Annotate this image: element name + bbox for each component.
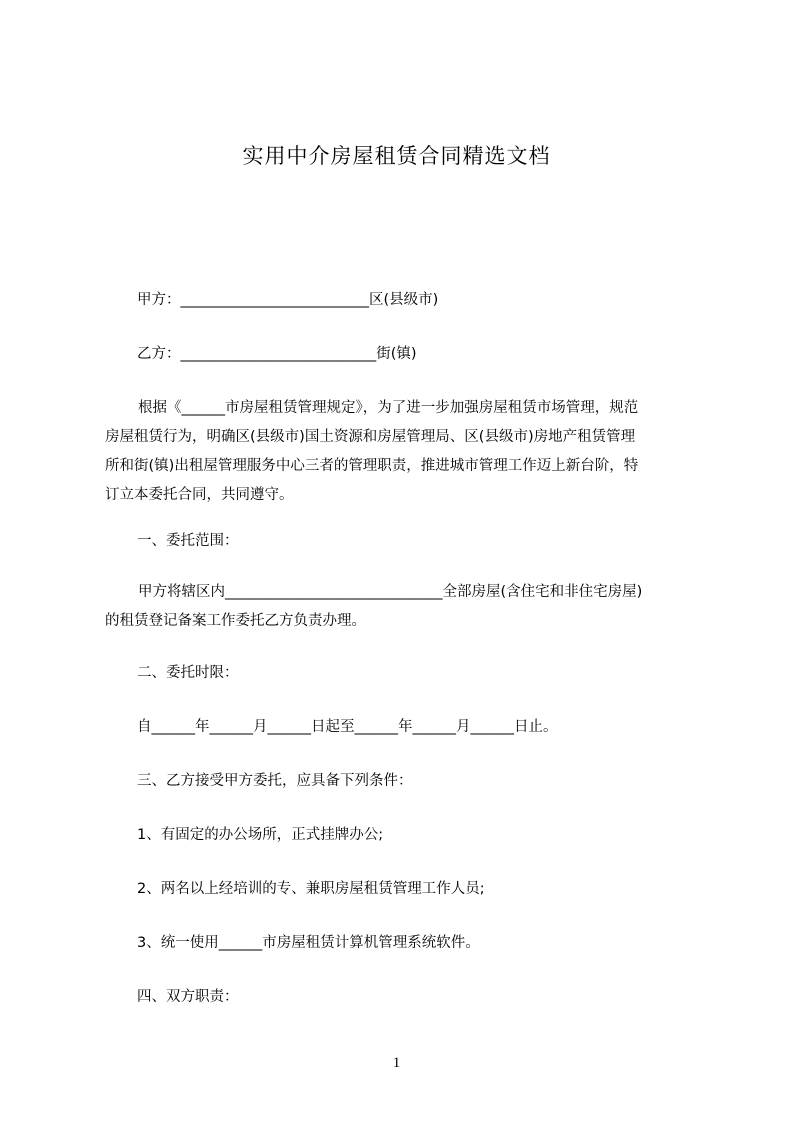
section-4-heading: 四、双方职责： [137, 989, 239, 1005]
section-3-heading: 三、乙方接受甲方委托，应具备下列条件： [137, 773, 413, 789]
section-1-line: 的租赁登记备案工作委托乙方负责办理。 [105, 613, 366, 629]
preamble-paragraph [105, 394, 699, 510]
section-2-body: 自______年______月______日起至______年______月______日止。 [137, 719, 558, 735]
section-1-heading: 一、委托范围： [137, 533, 239, 549]
condition-3: 3、统一使用______市房屋租赁计算机管理系统软件。 [137, 935, 480, 951]
section-1-paragraph [105, 578, 699, 636]
document-title: 实用中介房屋租赁合同精选文档 [242, 144, 551, 168]
preamble-line: 所和街(镇)出租屋管理服务中心三者的管理职责，推进城市管理工作迈上新台阶，特 [105, 458, 639, 474]
party-a-line: 甲方：__________________________区(县级市) [137, 292, 439, 308]
condition-1: 1、有固定的办公场所，正式挂牌办公; [137, 827, 384, 843]
section-2-heading: 二、委托时限： [137, 665, 239, 681]
page-number: 1 [392, 1055, 401, 1071]
section-1-line: 甲方将辖区内______________________________全部房屋(含住宅和非住宅房屋) [138, 584, 643, 600]
condition-2: 2、两名以上经培训的专、兼职房屋租赁管理工作人员; [137, 881, 485, 897]
party-b-line: 乙方：___________________________街(镇) [137, 346, 417, 362]
preamble-line: 房屋租赁行为，明确区(县级市)国土资源和房屋管理局、区(县级市)房地产租赁管理 [105, 429, 636, 445]
preamble-line: 根据《______市房屋租赁管理规定》，为了进一步加强房屋租赁市场管理，规范 [138, 400, 639, 416]
preamble-line: 订立本委托合同，共同遵守。 [105, 487, 294, 503]
